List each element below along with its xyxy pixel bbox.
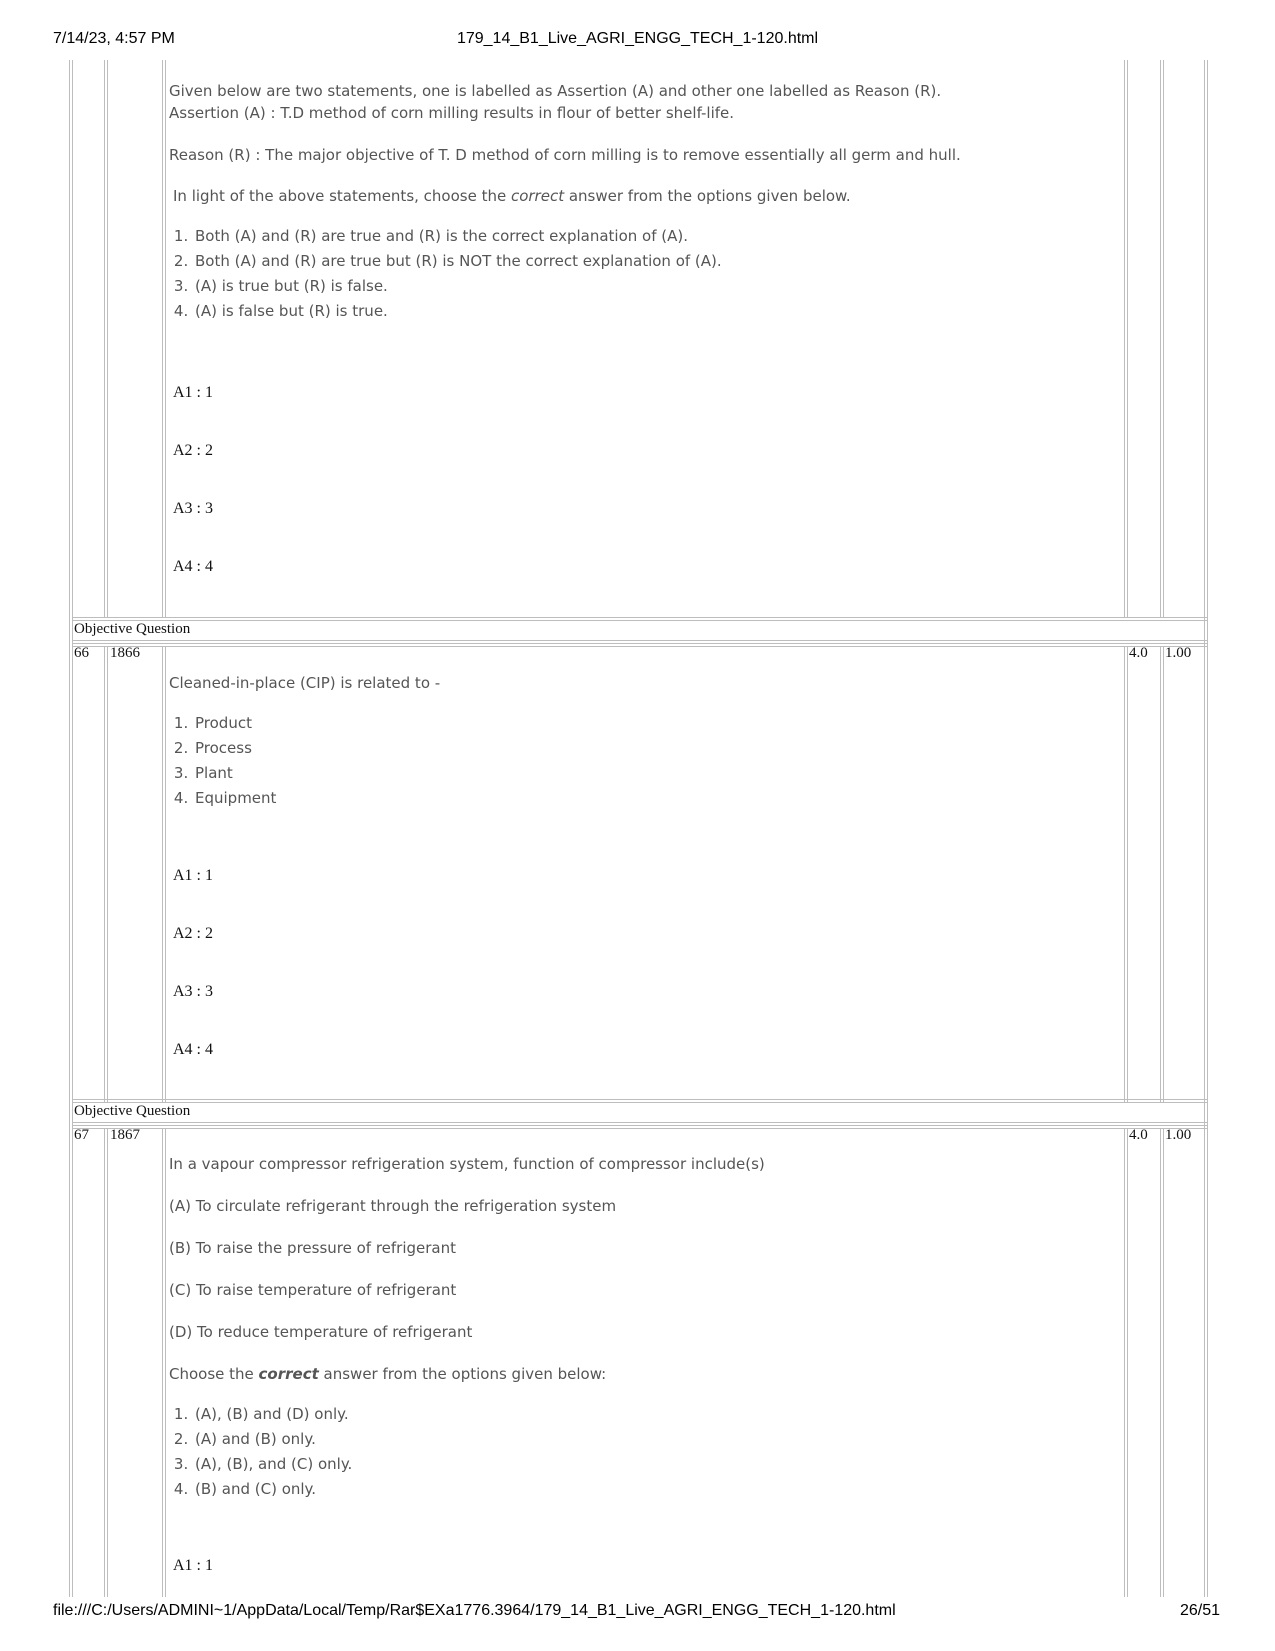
- question-text: In a vapour compressor refrigeration system, function of compressor include(s): [169, 1155, 765, 1173]
- option-1: 1. Both (A) and (R) are true and (R) is the correct explanation of (A).: [193, 224, 1109, 249]
- option-4: 4. Equipment: [193, 786, 1109, 811]
- options-list: [169, 711, 1109, 811]
- statement-a: (A) To circulate refrigerant through the refrigeration system: [169, 1197, 617, 1215]
- print-footer: [0, 1602, 1275, 1624]
- question-65-body: [169, 80, 1109, 324]
- option-3: 3. (A), (B), and (C) only.: [193, 1452, 1109, 1477]
- statement-d: (D) To reduce temperature of refrigerant: [169, 1323, 473, 1341]
- question-id: 1867: [110, 1127, 140, 1143]
- answer-4: A4 : 4: [173, 558, 213, 575]
- answer-2: A2 : 2: [173, 925, 213, 942]
- negative-marks: 1.00: [1165, 645, 1192, 661]
- question-text: Cleaned-in-place (CIP) is related to -: [169, 674, 441, 692]
- negative-marks: 1.00: [1165, 1127, 1192, 1143]
- question-66-body: [169, 672, 1109, 811]
- marks: 4.0: [1129, 645, 1148, 661]
- option-3: 3. Plant: [193, 761, 1109, 786]
- instruction-text: Choose the correct answer from the options given below:: [169, 1365, 607, 1383]
- answer-1: A1 : 1: [173, 1557, 213, 1574]
- question-type-label: Objective Question: [74, 1103, 191, 1119]
- serial-number: 66: [74, 645, 89, 661]
- print-datetime: 7/14/23, 4:57 PM: [53, 30, 175, 47]
- question-id: 1866: [110, 645, 140, 661]
- statement-c: (C) To raise temperature of refrigerant: [169, 1281, 457, 1299]
- question-type-label: Objective Question: [74, 621, 191, 637]
- instruction-text: In light of the above statements, choose the correct answer from the options given below.: [173, 187, 851, 205]
- assertion-intro: Given below are two statements, one is labelled as Assertion (A) and other one labelled as Reason (R).: [169, 82, 942, 100]
- answer-4: A4 : 4: [173, 1041, 213, 1058]
- option-1: 1. (A), (B) and (D) only.: [193, 1402, 1109, 1427]
- answer-3: A3 : 3: [173, 983, 213, 1000]
- options-list: [169, 1402, 1109, 1502]
- option-4: 4. (A) is false but (R) is true.: [193, 299, 1109, 324]
- serial-number: 67: [74, 1127, 89, 1143]
- print-title: 179_14_B1_Live_AGRI_ENGG_TECH_1-120.html: [456, 30, 819, 47]
- file-path: file:///C:/Users/ADMINI~1/AppData/Local/Temp/Rar$EXa1776.3964/179_14_B1_Live_AGRI_ENGG_TECH_1-120.html: [53, 1602, 896, 1619]
- option-3: 3. (A) is true but (R) is false.: [193, 274, 1109, 299]
- marks: 4.0: [1129, 1127, 1148, 1143]
- option-4: 4. (B) and (C) only.: [193, 1477, 1109, 1502]
- answer-1: A1 : 1: [173, 867, 213, 884]
- assertion-text: Assertion (A) : T.D method of corn milling results in flour of better shelf-life.: [169, 104, 735, 122]
- options-list: [169, 224, 1109, 324]
- option-1: 1. Product: [193, 711, 1109, 736]
- statement-b: (B) To raise the pressure of refrigerant: [169, 1239, 457, 1257]
- reason-text: Reason (R) : The major objective of T. D method of corn milling is to remove essentially all germ and hull.: [169, 146, 961, 164]
- answer-2: A2 : 2: [173, 442, 213, 459]
- answer-1: A1 : 1: [173, 384, 213, 401]
- option-2: 2. Process: [193, 736, 1109, 761]
- answer-3: A3 : 3: [173, 500, 213, 517]
- option-2: 2. (A) and (B) only.: [193, 1427, 1109, 1452]
- question-67-body: [169, 1153, 1109, 1502]
- option-2: 2. Both (A) and (R) are true but (R) is NOT the correct explanation of (A).: [193, 249, 1109, 274]
- page-number: 26/51: [1179, 1602, 1220, 1619]
